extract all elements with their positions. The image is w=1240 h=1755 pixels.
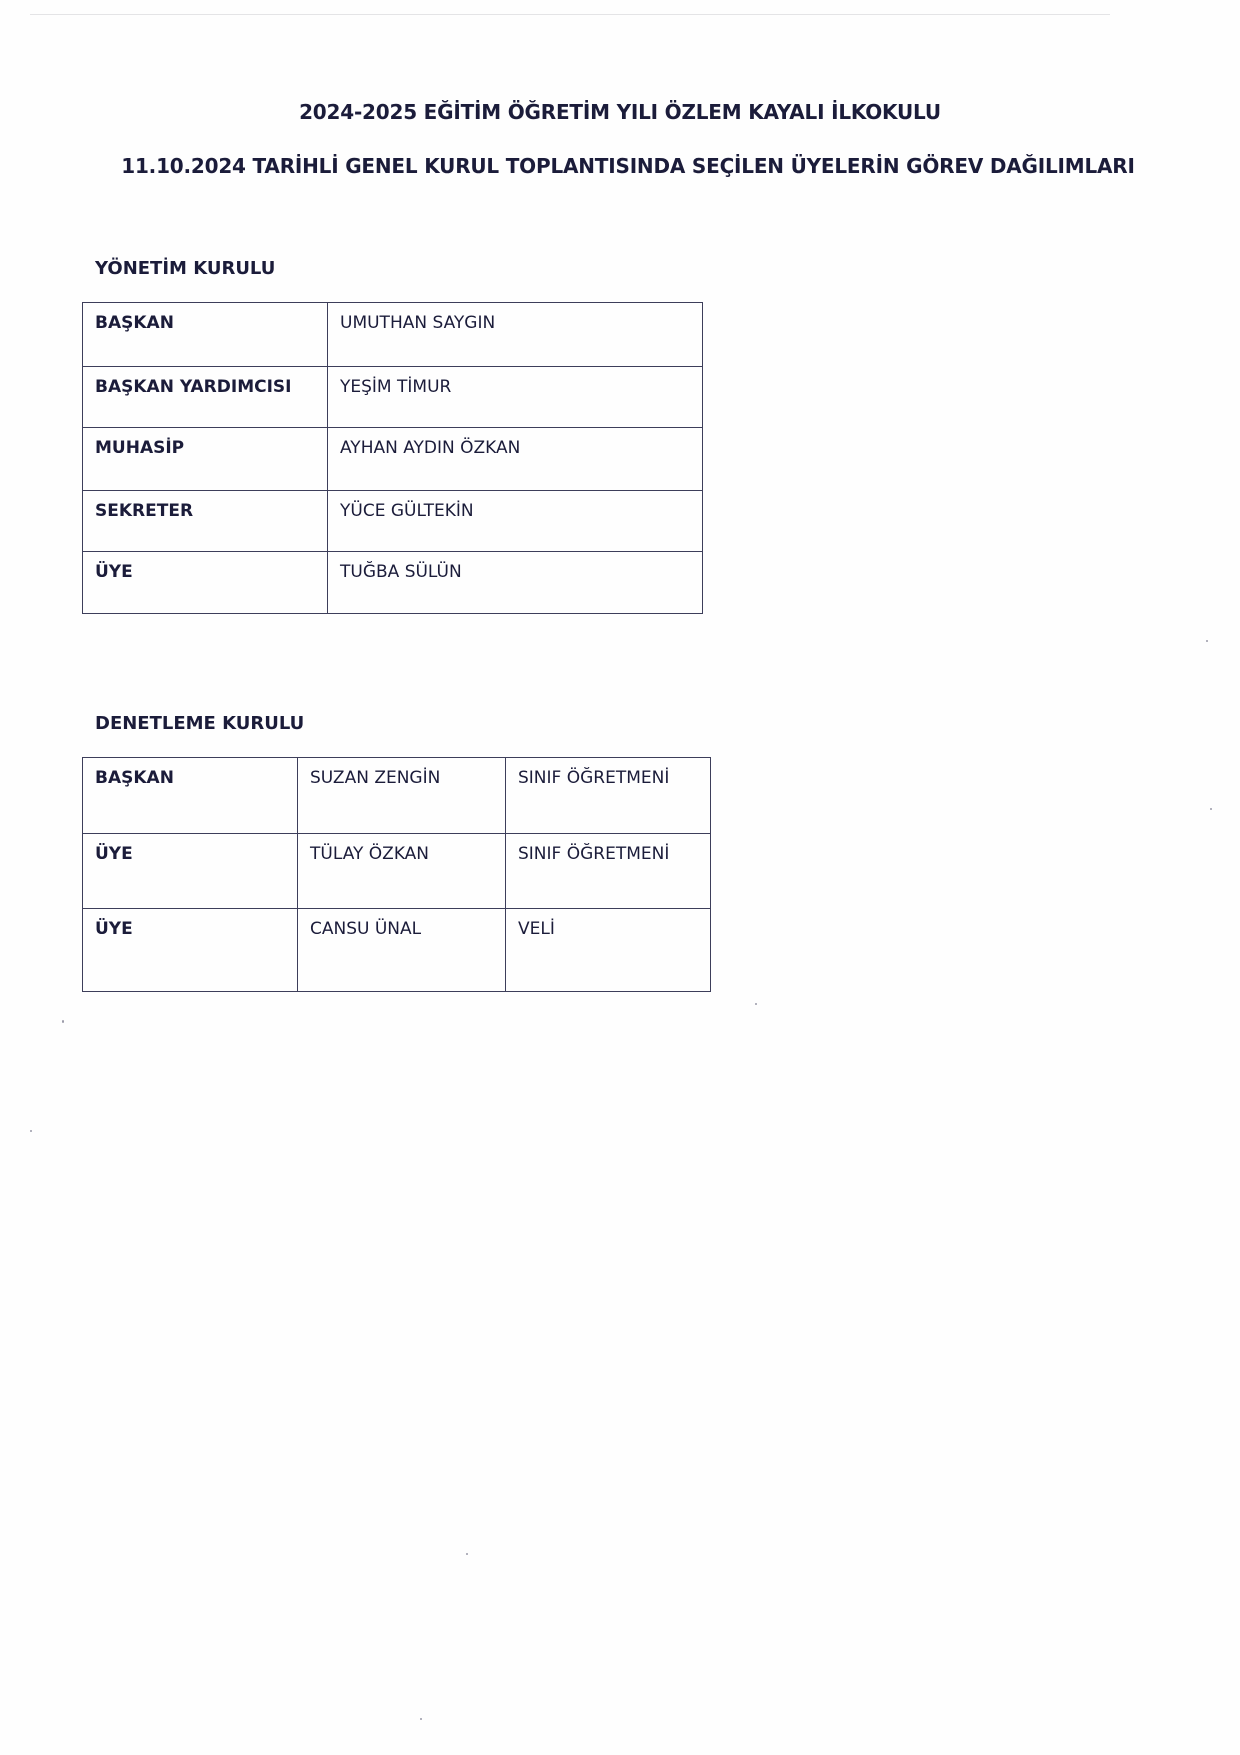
- member-title-cell: VELİ: [506, 909, 711, 992]
- member-name-cell: YÜCE GÜLTEKİN: [328, 491, 703, 552]
- role-cell: BAŞKAN YARDIMCISI: [83, 367, 328, 428]
- role-cell: MUHASİP: [83, 428, 328, 491]
- scan-speck: [755, 1003, 757, 1005]
- role-cell: ÜYE: [83, 909, 298, 992]
- scan-speck: [1206, 640, 1208, 642]
- table-row: [83, 834, 711, 909]
- table-row: [83, 552, 703, 614]
- table-row: [83, 303, 703, 367]
- table-row: [83, 491, 703, 552]
- table-row: [83, 367, 703, 428]
- scan-speck: [420, 1718, 422, 1720]
- role-cell: ÜYE: [83, 834, 298, 909]
- member-name-cell: UMUTHAN SAYGIN: [328, 303, 703, 367]
- document-subtitle: 11.10.2024 TARİHLİ GENEL KURUL TOPLANTISINDA SEÇİLEN ÜYELERİN GÖREV DAĞILIMLARI: [121, 154, 1135, 178]
- scan-speck: [62, 1020, 64, 1023]
- member-name-cell: TUĞBA SÜLÜN: [328, 552, 703, 614]
- scan-edge-line: [30, 14, 1110, 15]
- member-title-cell: SINIF ÖĞRETMENİ: [506, 834, 711, 909]
- member-name-cell: AYHAN AYDIN ÖZKAN: [328, 428, 703, 491]
- role-cell: SEKRETER: [83, 491, 328, 552]
- denetleme-kurulu-heading: DENETLEME KURULU: [95, 713, 305, 734]
- member-name-cell: YEŞİM TİMUR: [328, 367, 703, 428]
- table-row: [83, 758, 711, 834]
- scan-speck: [1210, 808, 1212, 810]
- member-name-cell: SUZAN ZENGİN: [298, 758, 506, 834]
- scan-speck: [466, 1553, 468, 1555]
- role-cell: ÜYE: [83, 552, 328, 614]
- table-row: [83, 428, 703, 491]
- denetleme-kurulu-table: [82, 757, 711, 992]
- scan-speck: [30, 1130, 32, 1132]
- member-title-cell: SINIF ÖĞRETMENİ: [506, 758, 711, 834]
- role-cell: BAŞKAN: [83, 758, 298, 834]
- member-name-cell: CANSU ÜNAL: [298, 909, 506, 992]
- member-name-cell: TÜLAY ÖZKAN: [298, 834, 506, 909]
- role-cell: BAŞKAN: [83, 303, 328, 367]
- table-row: [83, 909, 711, 992]
- yonetim-kurulu-table: [82, 302, 703, 614]
- yonetim-kurulu-heading: YÖNETİM KURULU: [95, 258, 276, 279]
- document-title: 2024-2025 EĞİTİM ÖĞRETİM YILI ÖZLEM KAYALI İLKOKULU: [299, 100, 941, 124]
